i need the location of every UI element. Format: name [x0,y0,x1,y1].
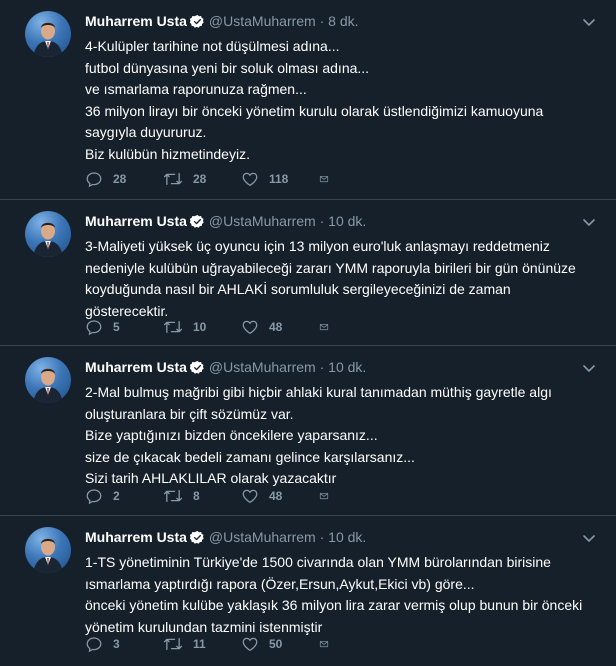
avatar[interactable] [25,11,71,57]
tweet-header [85,358,366,379]
reply-button[interactable] [85,487,163,505]
like-button[interactable] [241,318,319,336]
like-button[interactable] [241,635,319,653]
avatar[interactable] [25,211,71,257]
author-handle[interactable]: @UstaMuharrem [208,529,316,545]
tweet-text: 3-Maliyeti yüksek üç oyuncu için 13 milyon euro'luk anlaşmayı reddetmeniz nedeniyle kulübün uğrayabileceği zararı YMM raporuyla birileri bir gün önünüze koyduğunda nasıl bir AHLAKİ sorumluluk sergileyeceğinizi de zaman gösterecektir. [85,238,576,319]
retweet-icon [163,487,183,505]
retweet-button[interactable] [163,318,241,336]
reply-icon [85,487,103,505]
author-handle[interactable]: @UstaMuharrem [208,13,316,29]
author-name[interactable]: Muharrem Usta [85,359,187,375]
retweet-icon [163,635,183,653]
retweet-button[interactable] [163,635,241,653]
direct-message-button[interactable] [319,487,339,505]
author-name[interactable]: Muharrem Usta [85,213,187,229]
separator: · [319,529,325,545]
timestamp[interactable]: 10 dk. [328,529,367,545]
retweet-button[interactable] [163,170,241,188]
retweet-count: 8 [193,489,200,503]
retweet-icon [163,318,183,336]
like-count: 118 [269,172,289,186]
direct-message-button[interactable] [319,170,339,188]
chevron-down-icon[interactable] [582,15,596,25]
retweet-count: 10 [193,320,207,334]
verified-badge-icon [190,214,205,233]
chevron-down-icon[interactable] [582,215,596,225]
chevron-down-icon[interactable] [582,361,596,371]
mail-icon [319,487,329,505]
tweet-text: 2-Mal bulmuş mağribi gibi hiçbir ahlaki kural tanımadan müthiş gayretle algı oluşturanlara bir çift sözümüz var. Bize yaptığınızı bizden öncekilere yaparsanız... size de çıkacak bedeli zamanı gelince karşılarsanız... Sizi tarih AHLAKLILAR olarak yazacaktır [85,384,552,486]
retweet-icon [163,170,183,188]
like-count: 48 [269,489,283,503]
author-handle[interactable]: @UstaMuharrem [208,359,316,375]
retweet-count: 28 [193,172,207,186]
timestamp[interactable]: 10 dk. [328,359,367,375]
verified-badge-icon [190,14,205,33]
author-name[interactable]: Muharrem Usta [85,529,187,545]
tweet-text: 4-Kulüpler tarihine not düşülmesi adına... futbol dünyasına yeni bir soluk olması adına... ve ısmarlama raporunuza rağmen... 36 milyon lirayı bir önceki yönetim kurulu olarak üstlendiğimizi kamuoyuna saygıyla duyururuz. Biz kulübün hizmetindeyiz. [85,38,544,162]
separator: · [319,359,325,375]
verified-badge-icon [190,530,205,549]
like-count: 48 [269,320,283,334]
tweet[interactable] [0,346,616,516]
tweet-actions [85,317,339,337]
reply-icon [85,635,103,653]
author-name[interactable]: Muharrem Usta [85,13,187,29]
reply-button[interactable] [85,318,163,336]
heart-icon [241,487,259,505]
mail-icon [319,635,329,653]
reply-icon [85,170,103,188]
tweet-header [85,212,366,233]
like-count: 50 [269,637,283,651]
reply-count: 2 [113,489,120,503]
tweet-header [85,528,366,549]
direct-message-button[interactable] [319,318,339,336]
separator: · [319,13,325,29]
tweet-actions [85,169,339,189]
avatar[interactable] [25,527,71,573]
direct-message-button[interactable] [319,635,339,653]
retweet-count: 11 [193,637,206,651]
chevron-down-icon[interactable] [582,531,596,541]
reply-icon [85,318,103,336]
tweet-header [85,12,359,33]
heart-icon [241,318,259,336]
verified-badge-icon [190,360,205,379]
like-button[interactable] [241,170,319,188]
reply-count: 5 [113,320,120,334]
tweet-actions [85,634,339,654]
timestamp[interactable]: 8 dk. [328,13,359,29]
reply-button[interactable] [85,635,163,653]
tweet[interactable] [0,0,616,200]
mail-icon [319,318,329,336]
timestamp[interactable]: 10 dk. [328,213,367,229]
avatar[interactable] [25,357,71,403]
heart-icon [241,635,259,653]
tweet[interactable] [0,200,616,346]
mail-icon [319,170,329,188]
heart-icon [241,170,259,188]
like-button[interactable] [241,487,319,505]
reply-count: 3 [113,637,120,651]
separator: · [319,213,325,229]
retweet-button[interactable] [163,487,241,505]
author-handle[interactable]: @UstaMuharrem [208,213,316,229]
reply-count: 28 [113,172,127,186]
tweet-actions [85,486,339,506]
reply-button[interactable] [85,170,163,188]
tweet-text: 1-TS yönetiminin Türkiye'de 1500 civarında olan YMM bürolarından birisine ısmarlama yaptırdığı rapora (Özer,Ersun,Aykut,Ekici vb) göre... önceki yönetim kulübe yaklaşık 36 milyon lira zarar vermiş olup bunun bir önceki yönetim kurulundan tazmini istenmiştir [85,554,583,635]
tweet[interactable] [0,516,616,666]
